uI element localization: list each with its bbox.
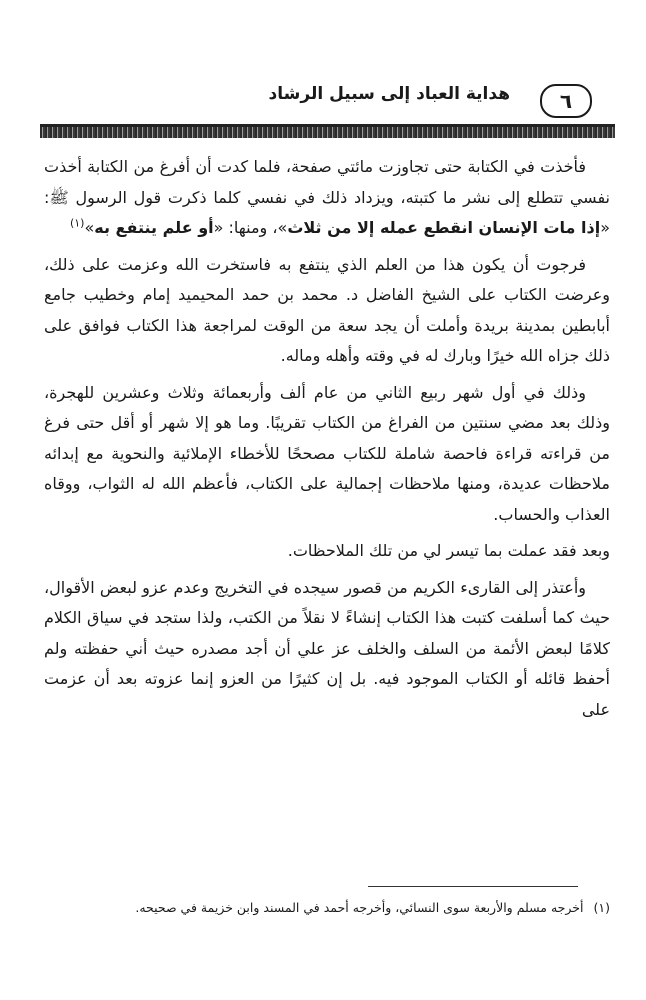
page-number: ٦ xyxy=(540,84,592,118)
main-text xyxy=(44,152,610,731)
book-title: هداية العباد إلى سبيل الرشاد xyxy=(268,84,510,104)
footnote xyxy=(44,898,610,918)
hadith-quote-2: أو علم ينتفع به xyxy=(94,218,214,237)
paragraph-1-text-a: فأخذت في الكتابة حتى تجاوزت مائتي صفحة، فلما كدت أن أفرغ من الكتابة أخذت نفسي تتطلع إلى نشر ما كتبته، ويزداد ذلك في نفسي كلما ذكرت قول الرسول ﷺ: « xyxy=(44,157,610,237)
header-divider xyxy=(40,124,615,138)
hadith-quote-1: إذا مات الإنسان انقطع عمله إلا من ثلاث xyxy=(287,218,601,237)
running-header xyxy=(40,82,600,122)
footnote-text: أخرجه مسلم والأربعة سوى النسائي، وأخرجه أحمد في المسند وابن خزيمة في صحيحه. xyxy=(135,900,584,915)
footnote-divider xyxy=(368,886,578,887)
paragraph-1-text-c: » xyxy=(84,218,95,237)
paragraph-1-text-b: »، ومنها: « xyxy=(213,218,288,237)
paragraph-3: وذلك في أول شهر ربيع الثاني من عام ألف وأربعمائة وثلاث وعشرين للهجرة، وذلك بعد مضي سنتين من الفراغ من الكتاب تقريبًا. وما هو إلا شهر أو أقل حتى فرغ من قراءته قراءة فاحصة شاملة للكتاب مصححًا للأخطاء الإملائية والنحوية مع إبدائه ملاحظات عديدة، ومنها ملاحظات إجمالية على الكتاب، فأعظم الله له الثواب، ووقاه العذاب والحساب. xyxy=(44,382,610,524)
footnote-number: (١) xyxy=(593,900,610,915)
paragraph-4: وبعد فقد عملت بما تيسر لي من تلك الملاحظات. xyxy=(287,541,610,560)
paragraph-1 xyxy=(44,152,610,244)
paragraph-5: وأعتذر إلى القارىء الكريم من قصور سيجده في التخريج وعدم عزو لبعض الأقوال، حيث كما أسلفت كتبت هذا الكتاب إنشاءً لا نقلاً من الكتب، ولذا ستجد في سياق الكلام كلامًا لبعض الأئمة من السلف والخلف عز علي أن أجد مصدره حيث أني حفظته ولم أحفظ قائله أو الكتاب الموجود فيه. بل إن كثيرًا من العزو إنما عزوته بعد أن عزمت على xyxy=(44,577,610,719)
paragraph-2: فرجوت أن يكون هذا من العلم الذي ينتفع به فاستخرت الله وعزمت على ذلك، وعرضت الكتاب على الشيخ الفاضل د. محمد بن حمد المحيميد إمام وخطيب جامع أبابطين بمدينة بريدة وأملت أن يجد سعة من الوقت لمراجعة هذا الكتاب فوافق على ذلك جزاه الله خيرًا وبارك له في وقته وأهله وماله. xyxy=(44,254,610,365)
footnote-reference: (١) xyxy=(69,216,85,230)
